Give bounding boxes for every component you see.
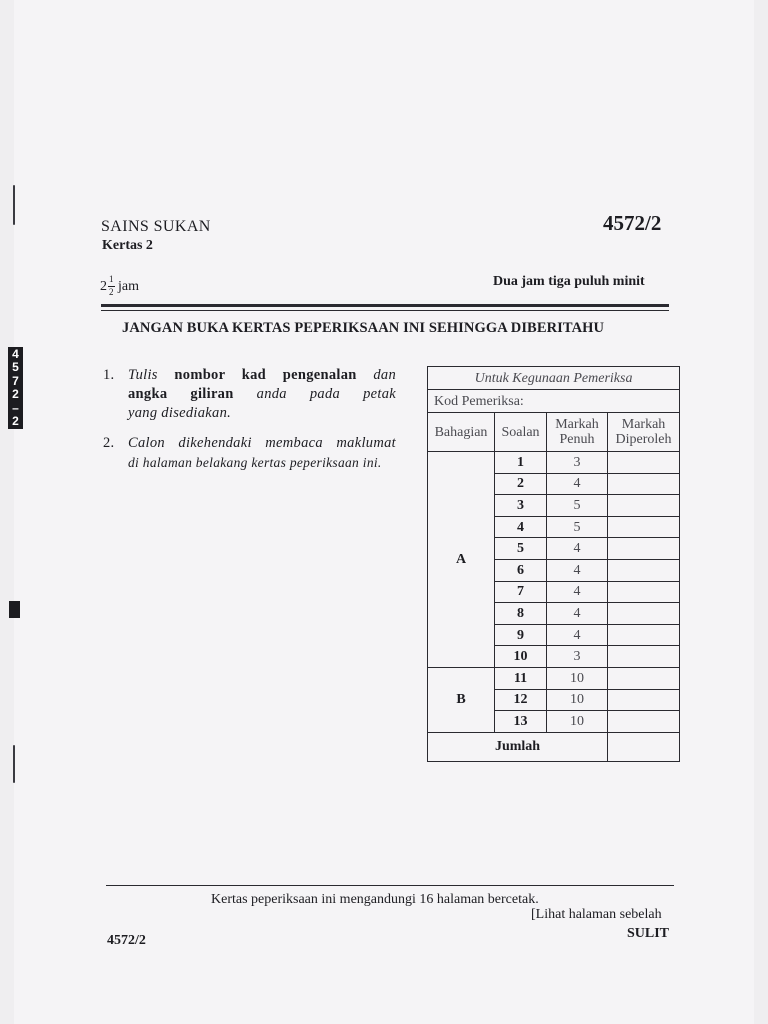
- binding-mark-bottom: [13, 745, 15, 783]
- instruction-line: [128, 385, 396, 404]
- table-row: [428, 667, 680, 689]
- instruction-italic-run: di halaman belakang kertas peperiksaan ini.: [128, 455, 382, 470]
- subject-title: SAINS SUKAN: [101, 218, 211, 235]
- obtained-marks-cell[interactable]: [608, 689, 680, 711]
- question-number: 11: [495, 667, 547, 689]
- obtained-marks-cell[interactable]: [608, 646, 680, 668]
- question-number: 5: [495, 538, 547, 560]
- full-marks-value: 4: [547, 473, 608, 495]
- question-number: 6: [495, 559, 547, 581]
- question-number: 9: [495, 624, 547, 646]
- instruction-number: 2.: [103, 435, 115, 451]
- question-number: 3: [495, 495, 547, 517]
- table-row: [428, 452, 680, 474]
- total-row: [428, 732, 680, 761]
- instruction-bold-run: nombor kad pengenalan: [157, 367, 374, 383]
- total-label: Jumlah: [428, 732, 608, 761]
- instruction-italic-run: Tulis: [128, 367, 158, 383]
- full-marks-value: 10: [547, 667, 608, 689]
- instruction-1: [103, 366, 403, 426]
- question-number: 2: [495, 473, 547, 495]
- examiner-marks-table: [427, 366, 680, 762]
- warning-heading: JANGAN BUKA KERTAS PEPERIKSAAN INI SEHINGGA DIBERITAHU: [122, 320, 605, 336]
- full-marks-value: 4: [547, 559, 608, 581]
- obtained-marks-cell[interactable]: [608, 473, 680, 495]
- spine-paper-code: [8, 347, 23, 429]
- question-number: 13: [495, 711, 547, 733]
- spine-code-char: –: [12, 400, 19, 415]
- full-marks-value: 4: [547, 624, 608, 646]
- duration-whole: 2: [100, 279, 107, 294]
- full-marks-value: 3: [547, 646, 608, 668]
- section-label: A: [428, 452, 495, 668]
- instruction-line: [128, 366, 396, 385]
- spine-code-char: 5: [12, 360, 19, 375]
- next-page-note: [Lihat halaman sebelah: [531, 907, 662, 922]
- duration-words: Dua jam tiga puluh minit: [493, 274, 645, 289]
- obtained-marks-cell[interactable]: [608, 624, 680, 646]
- header-rule-thick: [101, 304, 669, 307]
- obtained-marks-cell[interactable]: [608, 559, 680, 581]
- footer-rule: [106, 885, 674, 886]
- binding-mark-top: [13, 185, 15, 225]
- obtained-marks-cell[interactable]: [608, 711, 680, 733]
- full-marks-value: 5: [547, 516, 608, 538]
- instruction-italic-run: dan: [373, 367, 396, 383]
- duration-numerator: 1: [109, 274, 114, 284]
- obtained-marks-cell[interactable]: [608, 452, 680, 474]
- header-full-marks: Markah Penuh: [547, 413, 608, 452]
- full-marks-value: 5: [547, 495, 608, 517]
- instruction-line: [128, 404, 231, 423]
- header-question: Soalan: [495, 413, 547, 452]
- header-section: Bahagian: [428, 413, 495, 452]
- question-number: 7: [495, 581, 547, 603]
- question-number: 12: [495, 689, 547, 711]
- full-marks-value: 4: [547, 581, 608, 603]
- spine-code-char: 2: [12, 414, 19, 429]
- instruction-italic-run: yang disediakan.: [128, 405, 232, 421]
- full-marks-value: 10: [547, 711, 608, 733]
- instruction-2: [103, 434, 403, 474]
- instruction-bold-run: angka giliran: [128, 386, 234, 402]
- header-rule-thin: [101, 310, 669, 311]
- instruction-number: 1.: [103, 367, 115, 383]
- spine-code-char: 7: [12, 373, 19, 388]
- registration-marker: [9, 601, 20, 618]
- obtained-marks-cell[interactable]: [608, 538, 680, 560]
- paper-code: 4572/2: [603, 211, 662, 235]
- page-count-note: Kertas peperiksaan ini mengandungi 16 halaman bercetak.: [211, 892, 539, 907]
- question-number: 4: [495, 516, 547, 538]
- instruction-line: [128, 453, 382, 472]
- footer-paper-code: 4572/2: [107, 933, 146, 948]
- question-number: 10: [495, 646, 547, 668]
- classification-label: SULIT: [627, 926, 670, 941]
- full-marks-value: 3: [547, 452, 608, 474]
- obtained-marks-cell[interactable]: [608, 603, 680, 625]
- spine-code-char: 4: [12, 347, 19, 361]
- paper-number: Kertas 2: [102, 238, 153, 253]
- instruction-line: [128, 434, 396, 453]
- header-obtained-marks: Markah Diperoleh: [608, 413, 680, 452]
- section-label: B: [428, 667, 495, 732]
- spine-code-char: 2: [12, 387, 19, 402]
- instruction-italic-run: anda pada petak: [233, 386, 397, 402]
- full-marks-value: 4: [547, 603, 608, 625]
- obtained-marks-cell[interactable]: [608, 581, 680, 603]
- duration-denominator: 2: [109, 287, 114, 297]
- obtained-marks-cell[interactable]: [608, 495, 680, 517]
- obtained-marks-cell[interactable]: [608, 516, 680, 538]
- question-number: 8: [495, 603, 547, 625]
- examiner-code-label: Kod Pemeriksa:: [428, 390, 680, 413]
- full-marks-value: 10: [547, 689, 608, 711]
- question-number: 1: [495, 452, 547, 474]
- examiner-table-title: Untuk Kegunaan Pemeriksa: [428, 367, 680, 390]
- duration-unit: jam: [118, 279, 139, 294]
- total-obtained-cell[interactable]: [608, 732, 680, 761]
- instruction-italic-run: Calon dikehendaki membaca maklumat: [128, 435, 396, 451]
- obtained-marks-cell[interactable]: [608, 667, 680, 689]
- full-marks-value: 4: [547, 538, 608, 560]
